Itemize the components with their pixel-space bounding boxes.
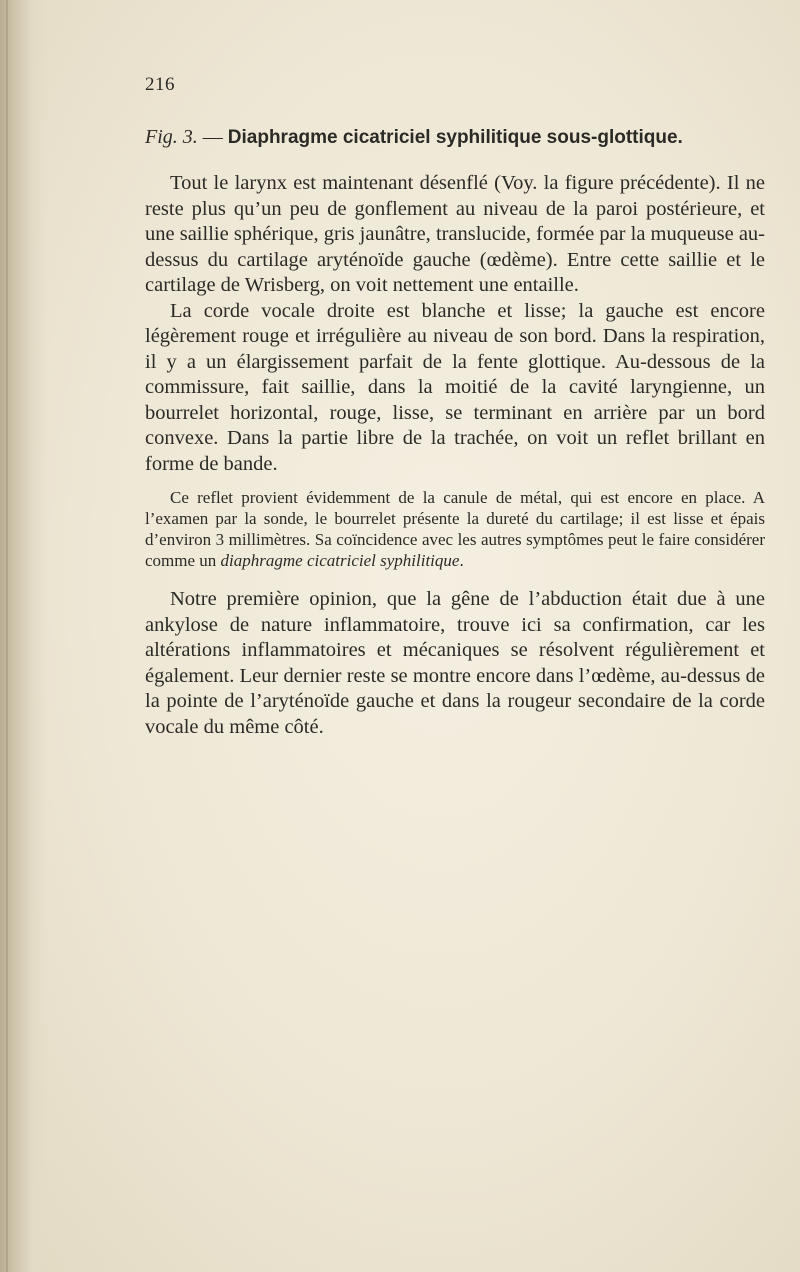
figure-label: Fig. 3. xyxy=(145,126,198,148)
paragraph-2: La corde vocale droite est blanche et lisse; la gauche est encore légèrement rouge et irrégulière au niveau de son bord. Dans la respiration, il y a un élargissement parfait de la fente glottique. Au-dessous de la commissure, fait saillie, dans la moitié de la cavité laryngienne, un bourrelet horizontal, rouge, lisse, se terminant en arrière par un bord convexe. Dans la partie libre de la trachée, on voit un reflet brillant en forme de bande. xyxy=(145,299,765,475)
paragraph-3: Notre première opinion, que la gêne de l’abduction était due à une ankylose de nature inflammatoire, trouve ici sa confirmation, car les altérations inflammatoires et mécaniques se résolvent régulièrement et également. Leur dernier reste se montre encore dans l’œdème, au-dessus de la pointe de l’aryténoïde gauche et dans la rougeur secondaire de la corde vocale du même côté. xyxy=(145,588,765,738)
note-text: Ce reflet provient évidemment de la canule de métal, qui est encore en place. A l’examen par la sonde, le bourrelet présente la dureté du cartilage; il est lisse et épais d’environ 3 millimètres. Sa coïncidence avec les autres symptômes peut le faire considérer comme un xyxy=(145,488,765,570)
note-end: . xyxy=(459,551,464,570)
figure-caption xyxy=(145,126,765,149)
figure-dash: — xyxy=(197,126,228,148)
paragraph-1: Tout le larynx est maintenant désenflé (Voy. la figure précédente). Il ne reste plus qu’un peu de gonflement au niveau de la paroi postérieure, et une saillie sphérique, gris jaunâtre, translucide, formée par la muqueuse au-dessus du cartilage aryténoïde gauche (œdème). Entre cette saillie et le cartilage de Wrisberg, on voit nettement une entaille. xyxy=(145,172,765,296)
figure-title: Diaphragme cicatriciel syphilitique sous-glottique. xyxy=(227,127,683,148)
note-emphasis: diaphragme cicatriciel syphilitique xyxy=(220,551,460,570)
text-block xyxy=(145,74,765,740)
page-binding-line xyxy=(6,0,8,1272)
page-number: 216 xyxy=(145,74,175,95)
note-paragraph xyxy=(145,487,765,571)
